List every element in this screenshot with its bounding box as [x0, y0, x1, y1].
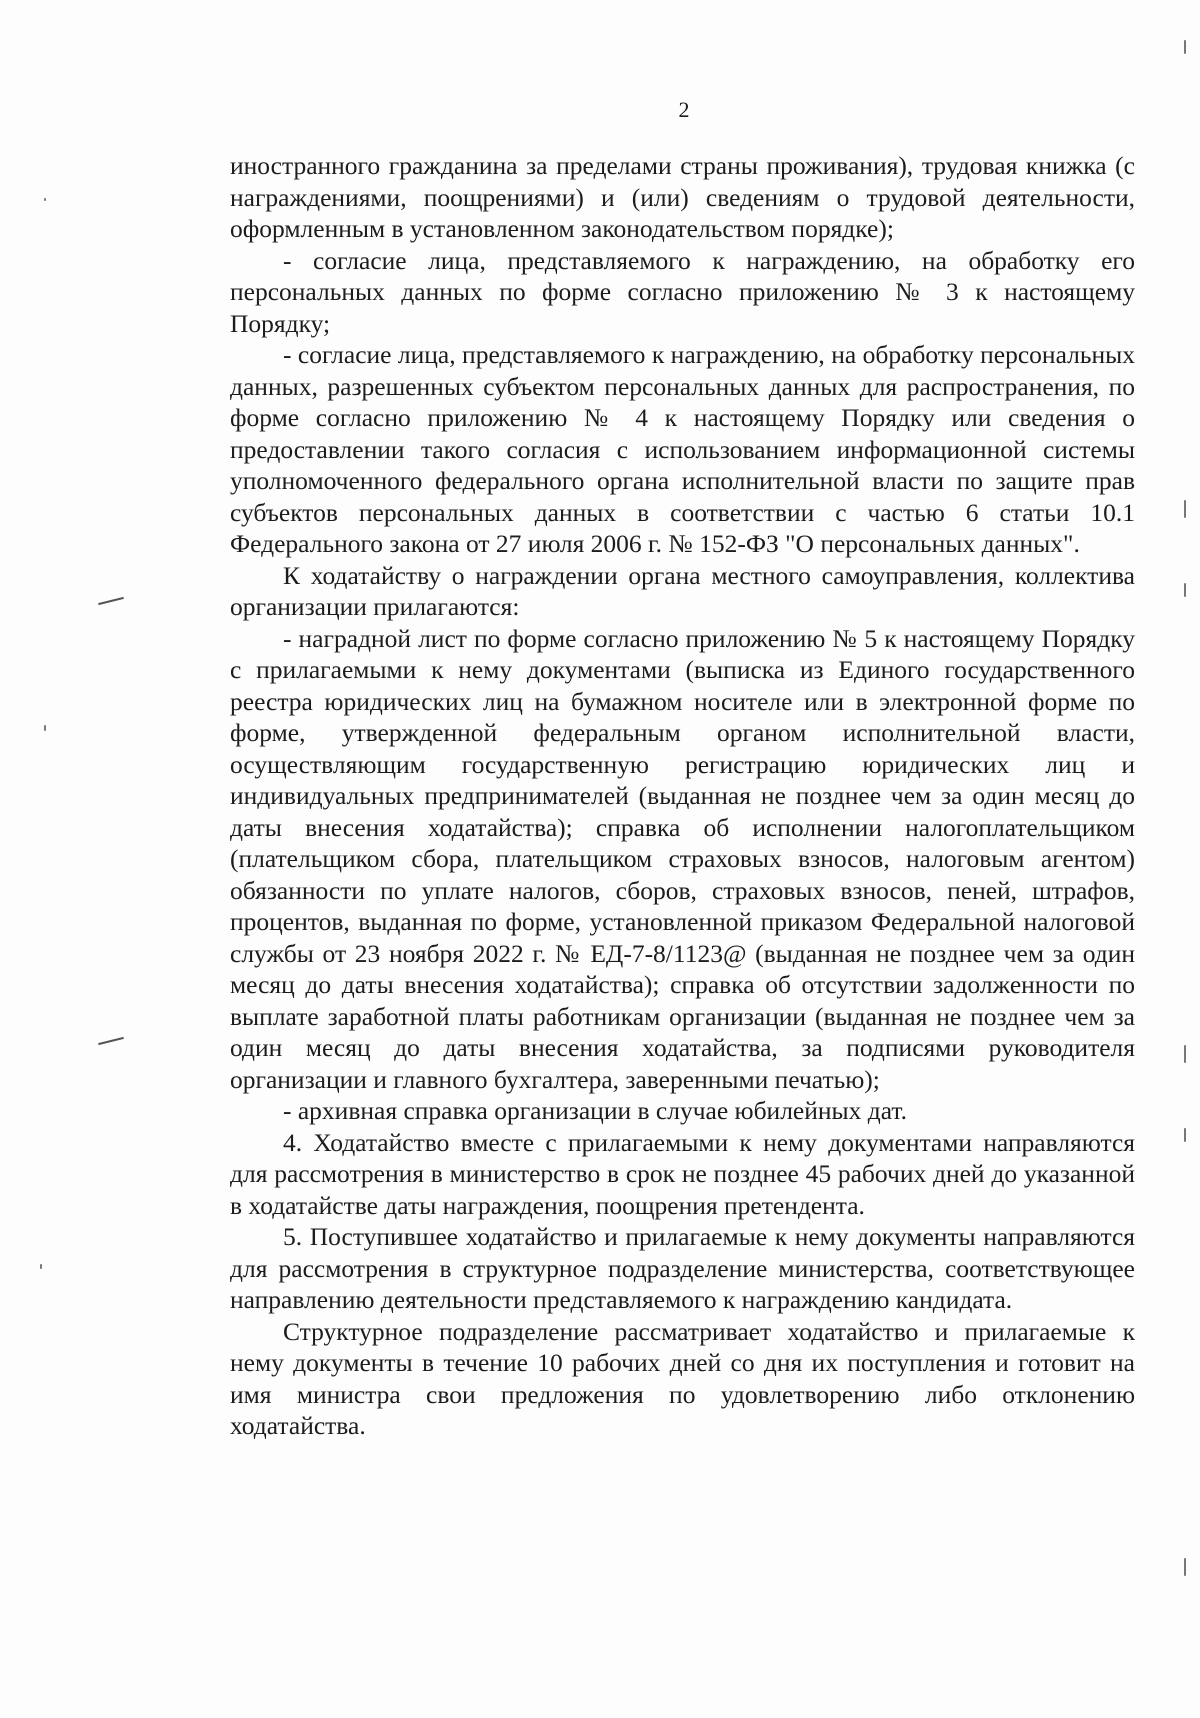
scan-speck: [40, 1264, 42, 1269]
scan-speck: [1184, 1128, 1186, 1142]
scan-mark: [98, 597, 124, 605]
scan-mark: [98, 1037, 124, 1045]
scan-speck: [1184, 1558, 1186, 1576]
paragraph-consent-personal-data: - согласие лица, представляемого к награждению, на обработку его персональных данных по форме согласно приложению № 3 к настоящему Порядку;: [230, 245, 1135, 338]
paragraph-continuation: иностранного гражданина за пределами страны проживания), трудовая книжка (с награждениями, поощрениями) и (или) сведениям о трудовой деятельности, оформленным в установленном законодательством порядке);: [230, 151, 1135, 243]
paragraph-item-5: 5. Поступившее ходатайство и прилагаемые к нему документы направляются для рассмотрения в структурное подразделение министерства, соответствующее направлению деятельности представляемого к награждению кандидата.: [230, 1222, 1135, 1314]
document-body: [230, 150, 1135, 1442]
paragraph-organization-petition: К ходатайству о награждении органа местного самоуправления, коллектива организации прилагаются:: [230, 560, 1135, 621]
scan-speck: [44, 725, 46, 731]
paragraph-structural-division: Структурное подразделение рассматривает ходатайство и прилагаемые к нему документы в течение 10 рабочих дней со дня их поступления и готовит на имя министра свои предложения по удовлетворению либо отклонению ходатайства.: [230, 1316, 1135, 1440]
paragraph-award-sheet: - наградной лист по форме согласно приложению № 5 к настоящему Порядку с прилагаемыми к нему документами (выписка из Единого государственного реестра юридических лиц на бумажном носителе или в электронной форме по форме, утвержденной федеральным органом исполнительной власти, осуществляющим государственную регистрацию юридических лиц и индивидуальных предпринимателей (выданная не позднее чем за один месяц до даты внесения ходатайства); справка об исполнении налогоплательщиком (плательщиком сбора, плательщиком страховых взносов, налоговым агентом) обязанности по уплате налогов, сборов, страховых взносов, пеней, штрафов, процентов, выданная по форме, установленной приказом Федеральной налоговой службы от 23 ноября 2022 г. № ЕД-7-8/1123@ (выданная не позднее чем за один месяц до даты внесения ходатайства); справка об отсутствии задолженности по выплате заработной платы работникам организации (выданная не позднее чем за один месяц до даты внесения ходатайства, за подписями руководителя организации и главного бухгалтера, заверенными печатью);: [230, 623, 1135, 1094]
paragraph-archive-certificate: - архивная справка организации в случае юбилейных дат.: [283, 1096, 908, 1125]
paragraph-item-4: 4. Ходатайство вместе с прилагаемыми к нему документами направляются для рассмотрения в министерство в срок не позднее 45 рабочих дней до указанной в ходатайстве даты награждения, поощрения претендента.: [230, 1127, 1135, 1220]
scan-speck: [1184, 40, 1186, 54]
page-number: 2: [678, 97, 690, 122]
scan-speck: [1184, 1045, 1186, 1063]
paragraph-consent-distribution: - согласие лица, представляемого к награждению, на обработку персональных данных, разрешенных субъектом персональных данных для распространения, по форме согласно приложению № 4 к настоящему Порядку или сведения о предоставлении такого согласия с использованием информационной системы уполномоченного федерального органа исполнительной власти по защите прав субъектов персональных данных в соответствии с частью 6 статьи 10.1 Федерального закона от 27 июля 2006 г. № 152-ФЗ "О персональных данных".: [230, 340, 1135, 558]
scan-speck: [1184, 583, 1186, 597]
scan-speck: [1184, 500, 1186, 518]
scan-speck: [44, 198, 46, 201]
